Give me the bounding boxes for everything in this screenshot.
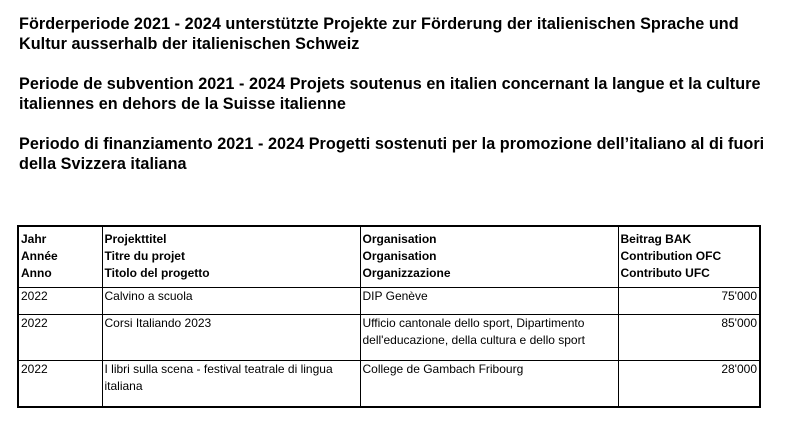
table-row — [18, 360, 760, 407]
table-header-row — [18, 226, 760, 287]
header-org-fr: Organisation — [362, 249, 437, 263]
header-year — [18, 226, 102, 287]
header-year-it: Anno — [21, 266, 52, 280]
heading-italian: Periodo di finanziamento 2021 - 2024 Progetti sostenuti per la promozione dell’italiano al di fuori della Svizzera italiana — [19, 135, 765, 173]
cell-organisation: DIP Genève — [360, 287, 618, 314]
header-amount — [618, 226, 760, 287]
table-row — [18, 314, 760, 360]
cell-amount: 75'000 — [618, 287, 760, 314]
header-organisation — [360, 226, 618, 287]
header-year-de: Jahr — [21, 232, 47, 246]
header-title — [102, 226, 360, 287]
cell-amount: 85'000 — [618, 314, 760, 360]
header-org-de: Organisation — [362, 232, 437, 246]
cell-organisation: College de Gambach Fribourg — [360, 360, 618, 407]
header-amount-de: Beitrag BAK — [620, 232, 692, 246]
heading-german: Förderperiode 2021 - 2024 unterstützte Projekte zur Förderung der italienischen Sprache und Kultur ausserhalb der italienischen Schweiz — [19, 15, 739, 53]
header-title-it: Titolo del progetto — [104, 266, 210, 280]
header-org-it: Organizzazione — [362, 266, 451, 280]
header-amount-it: Contributo UFC — [620, 266, 710, 280]
cell-year: 2022 — [18, 287, 102, 314]
heading-french: Periode de subvention 2021 - 2024 Projets soutenus en italien concernant la langue et la culture italiennes en dehors de la Suisse italienne — [19, 75, 761, 113]
header-amount-fr: Contribution OFC — [620, 249, 722, 263]
header-year-fr: Année — [21, 249, 58, 263]
header-title-de: Projekttitel — [104, 232, 167, 246]
cell-year: 2022 — [18, 360, 102, 407]
cell-title: Corsi Italiando 2023 — [102, 314, 360, 360]
cell-amount: 28'000 — [618, 360, 760, 407]
cell-title: I libri sulla scena - festival teatrale di lingua italiana — [102, 360, 360, 407]
table-row — [18, 287, 760, 314]
cell-title: Calvino a scuola — [102, 287, 360, 314]
header-title-fr: Titre du projet — [104, 249, 185, 263]
document-headings — [19, 14, 779, 194]
projects-table — [17, 225, 761, 408]
cell-organisation: Ufficio cantonale dello sport, Dipartimento dell'educazione, della cultura e dello sport — [360, 314, 618, 360]
cell-year: 2022 — [18, 314, 102, 360]
